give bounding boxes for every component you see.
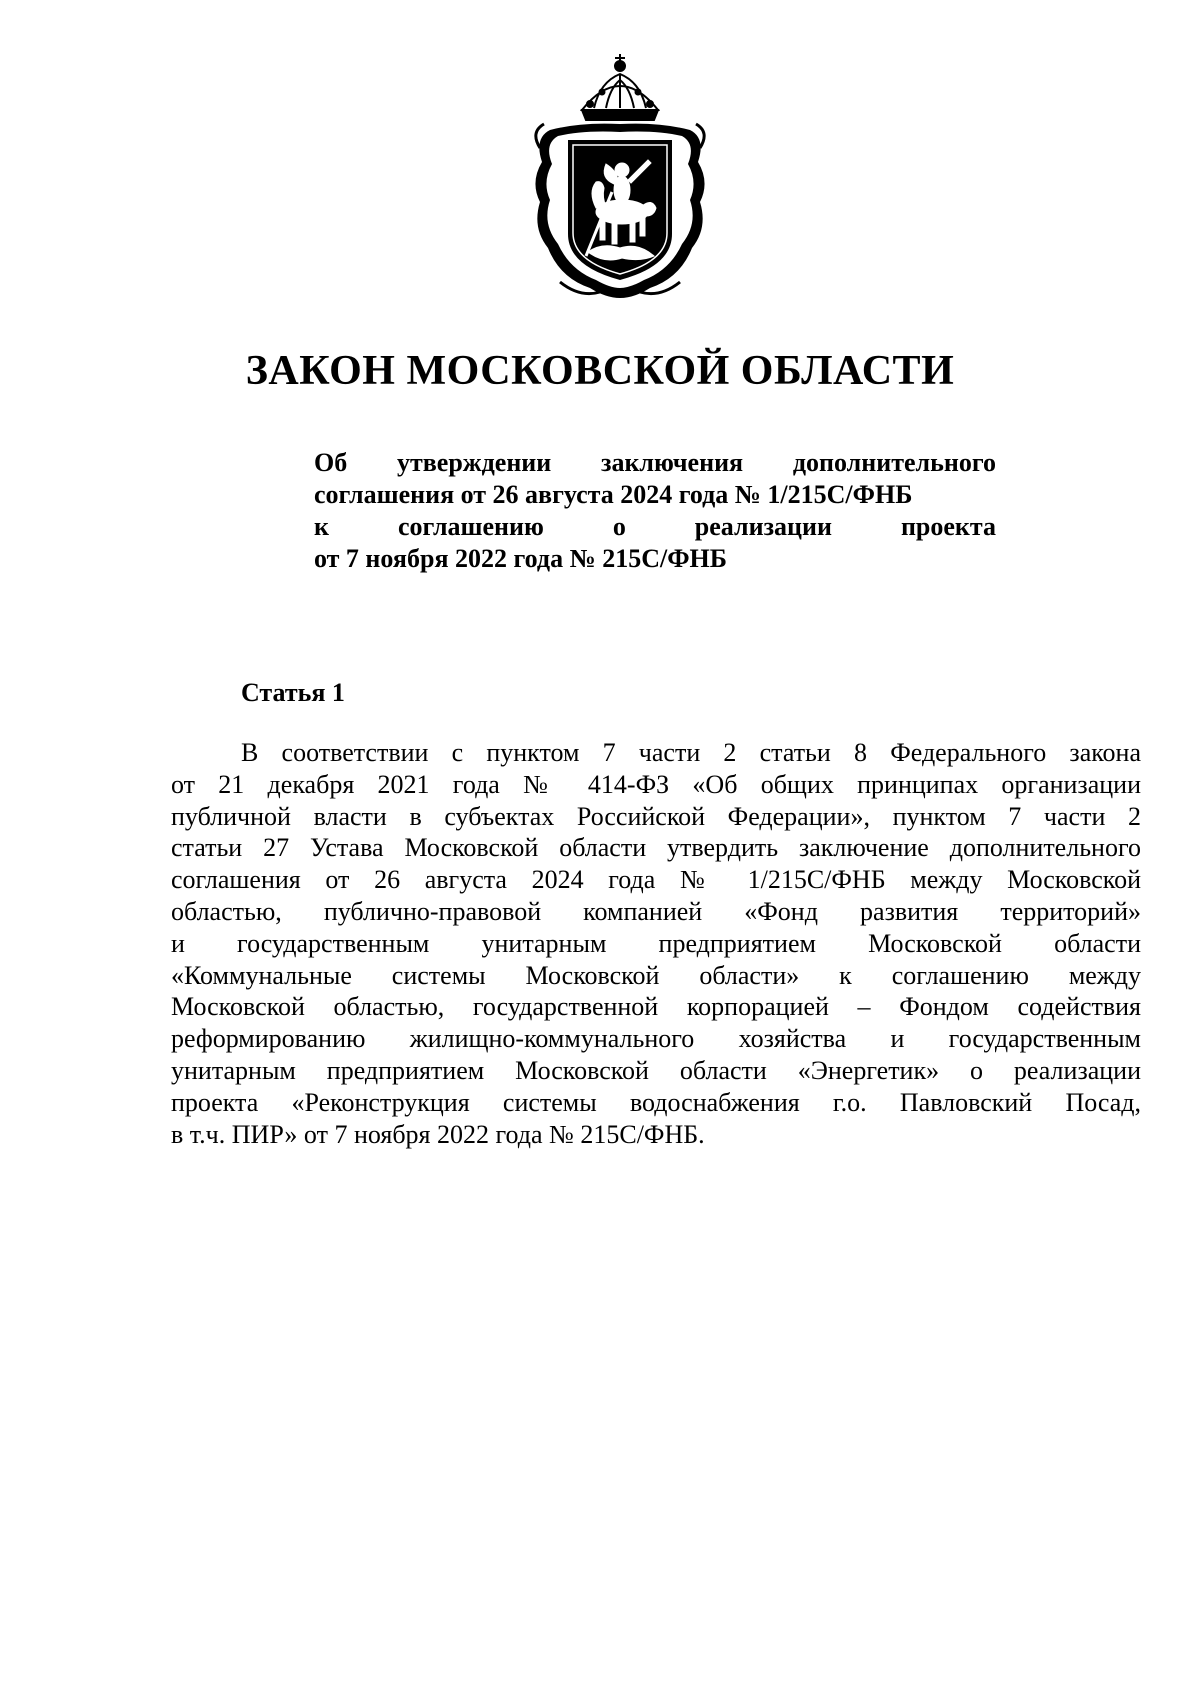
- article-line: публичной власти в субъектах Российской Федерации», пунктом 7 части 2: [171, 801, 1141, 831]
- article-line: областью, публично-правовой компанией «Фонд развития территорий»: [171, 896, 1141, 926]
- document-title: ЗАКОН МОСКОВСКОЙ ОБЛАСТИ: [245, 348, 955, 394]
- coat-of-arms-icon: [530, 52, 710, 300]
- subject-line: Об утверждении заключения дополнительного: [314, 448, 996, 477]
- article-line: «Коммунальные системы Московской области» к соглашению между: [171, 960, 1141, 990]
- article-body: [171, 737, 1141, 1150]
- article-line: В соответствии с пунктом 7 части 2 статьи 8 Федерального закона: [241, 738, 1141, 767]
- article-heading: Статья 1: [241, 678, 345, 707]
- article-line: и государственным унитарным предприятием Московской области: [171, 928, 1141, 958]
- article-line: статьи 27 Устава Московской области утвердить заключение дополнительного: [171, 833, 1141, 863]
- subject-line: от 7 ноября 2022 года № 215С/ФНБ: [314, 544, 727, 573]
- article-line: унитарным предприятием Московской области «Энергетик» о реализации: [171, 1055, 1141, 1085]
- subject-line: соглашения от 26 августа 2024 года № 1/215С/ФНБ: [314, 480, 913, 509]
- document-subject: [314, 447, 996, 575]
- subject-line: к соглашению о реализации проекта: [314, 512, 996, 541]
- article-line: в т.ч. ПИР» от 7 ноября 2022 года № 215С/ФНБ.: [171, 1119, 705, 1149]
- article-line: реформированию жилищно-коммунального хозяйства и государственным: [171, 1024, 1141, 1054]
- article-line: от 21 декабря 2021 года № 414-ФЗ «Об общих принципах организации: [171, 769, 1141, 799]
- article-line: Московской областью, государственной корпорацией – Фондом содействия: [171, 992, 1141, 1022]
- article-line: проекта «Реконструкция системы водоснабжения г.о. Павловский Посад,: [171, 1087, 1141, 1117]
- article-line: соглашения от 26 августа 2024 года № 1/215С/ФНБ между Московской: [171, 865, 1141, 895]
